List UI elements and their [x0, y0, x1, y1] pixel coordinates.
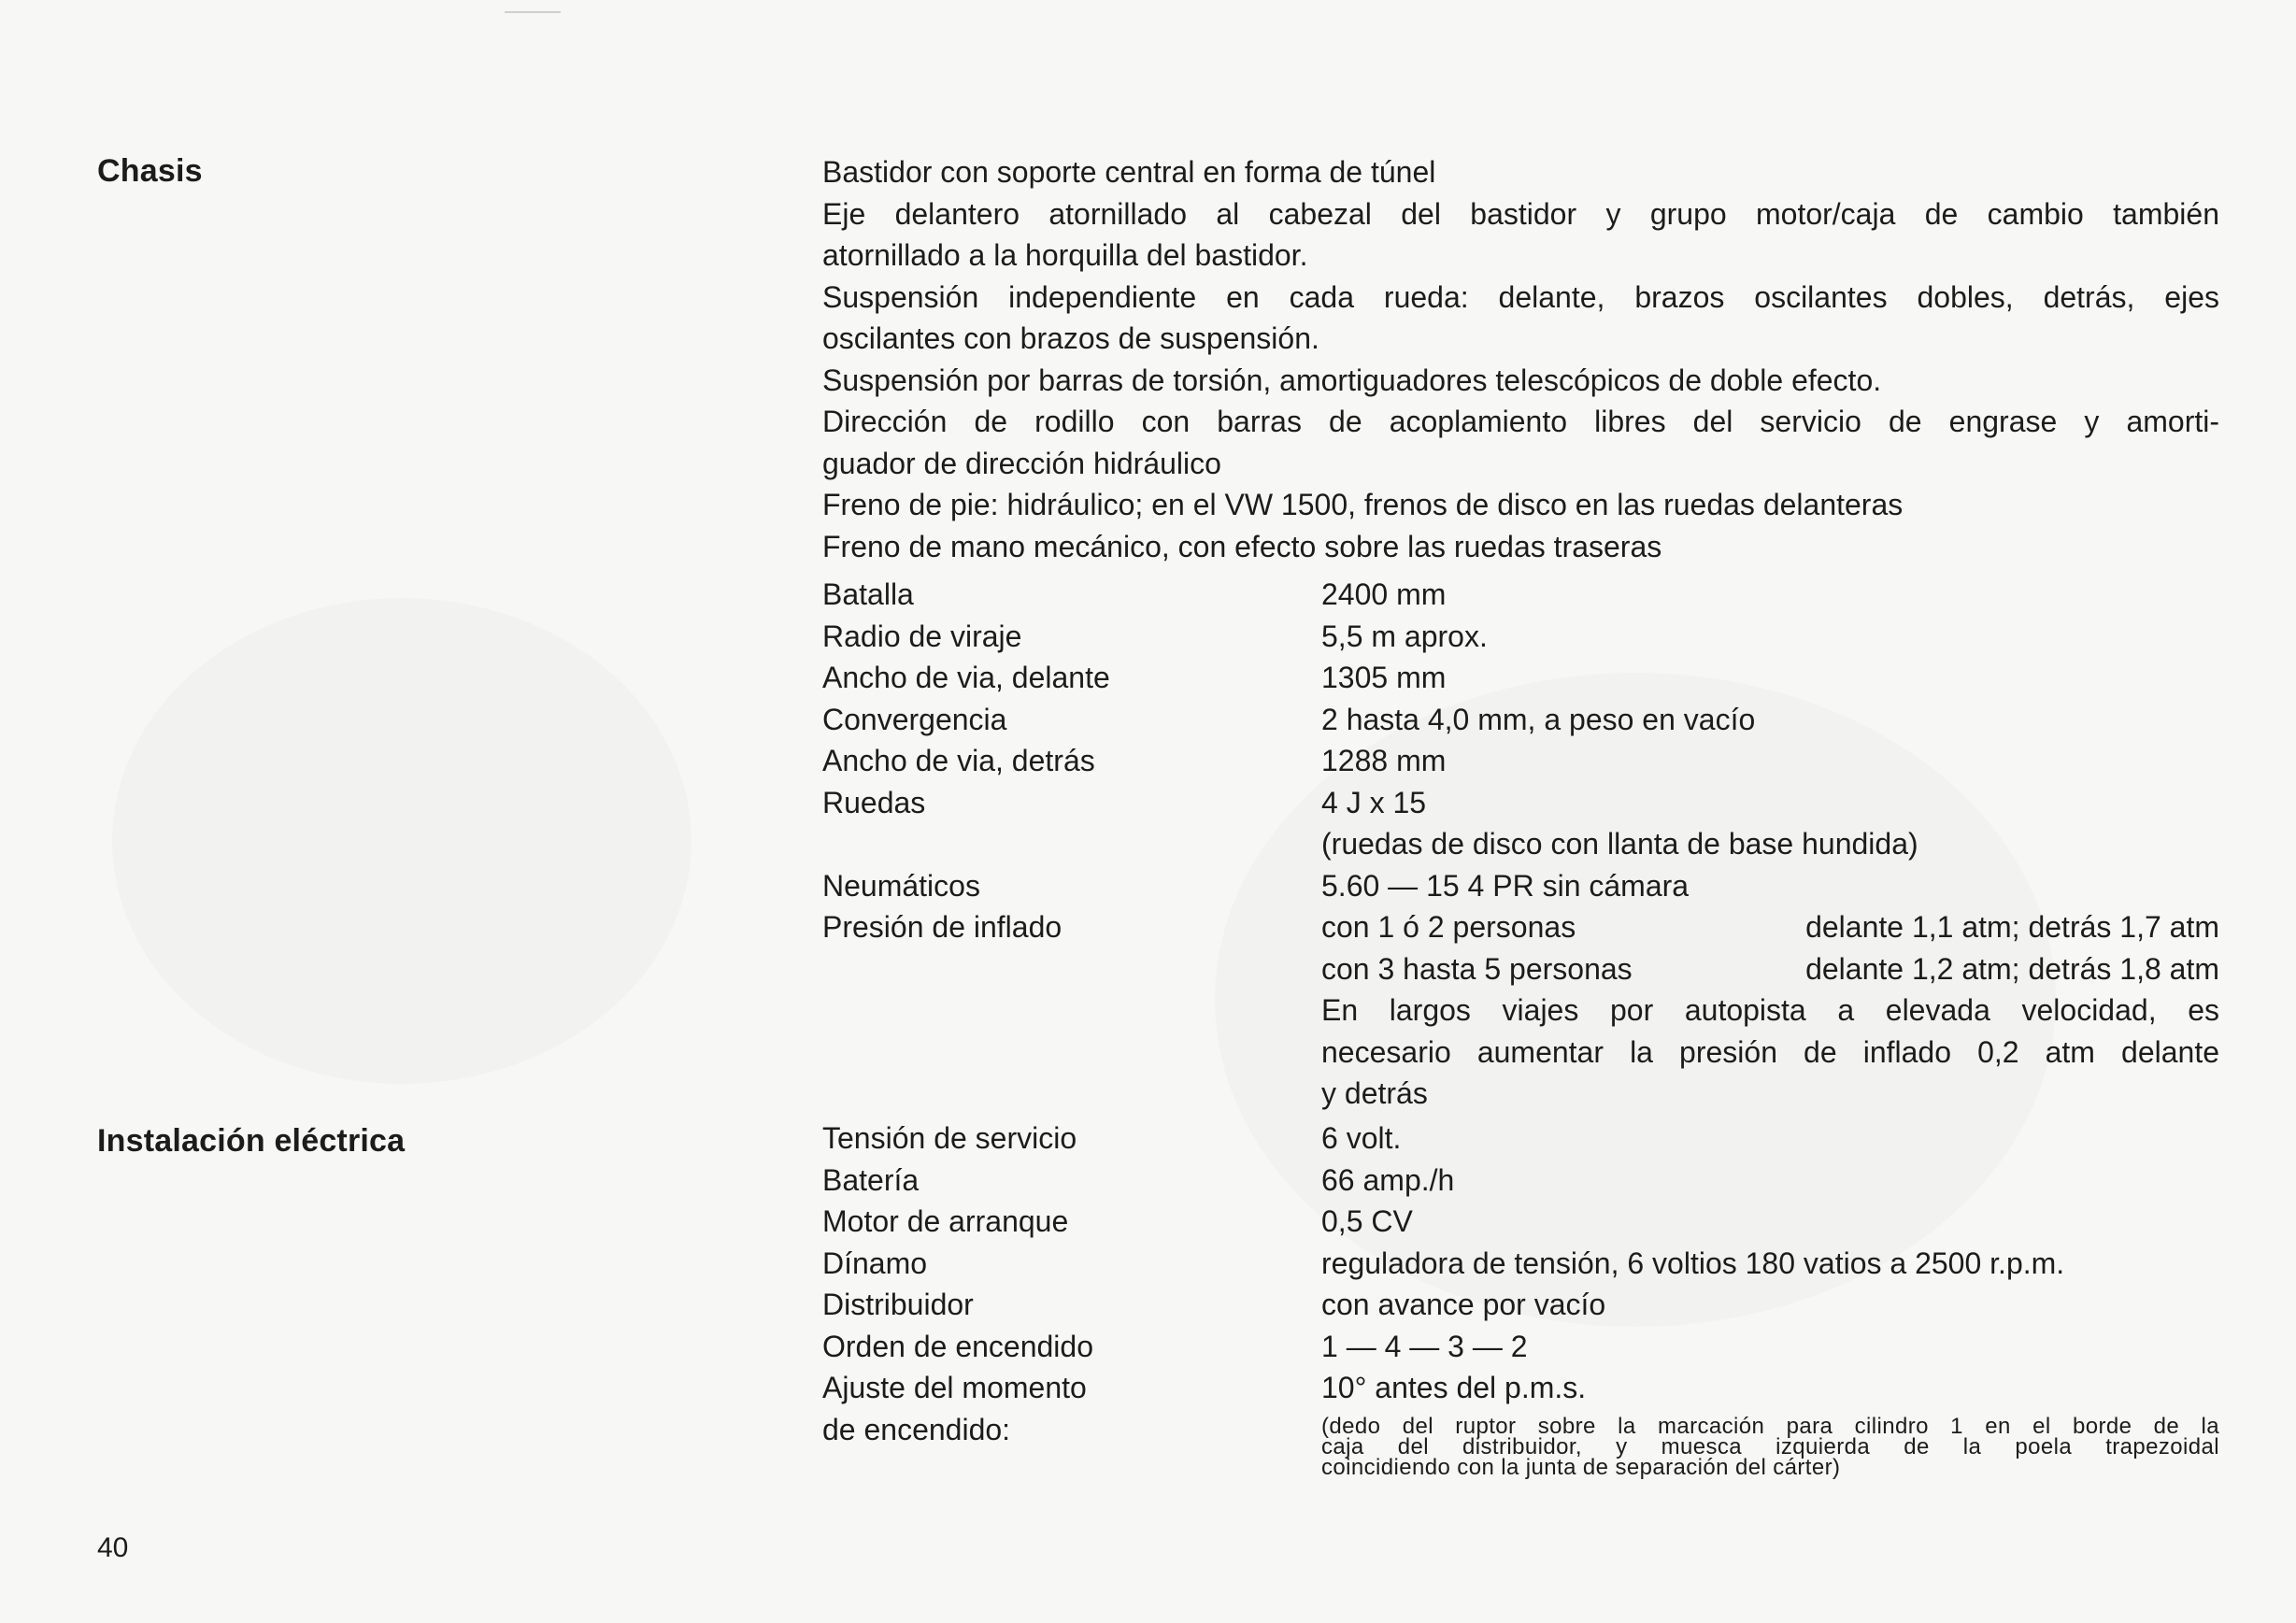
pressure-note-line: En largos viajes por autopista a elevada velocidad, es	[1321, 993, 2219, 1027]
pressure-values: delante 1,2 atm; detrás 1,8 atm	[1805, 951, 2219, 986]
chasis-description	[822, 151, 2219, 567]
spec-row-ruedas	[822, 782, 2219, 865]
spec-label: Radio de viraje	[822, 619, 1022, 653]
section-heading-electrica: Instalación eléctrica	[97, 1123, 406, 1159]
spec-label: Batería	[822, 1162, 920, 1197]
spec-row-orden-encendido	[822, 1326, 2219, 1368]
pressure-occupancy: con 3 hasta 5 personas	[1321, 951, 1633, 986]
electrica-spec-table	[822, 1118, 2219, 1478]
text-line: Dirección de rodillo con barras de acoplamiento libres del servicio de engrase y amorti-	[822, 405, 2219, 438]
spec-value: 66 amp./h	[1321, 1162, 1455, 1197]
spec-value-line: 10° antes del p.m.s.	[1321, 1371, 1587, 1404]
spec-row-batalla	[822, 574, 2219, 616]
note-line: caja del distribuidor, y muesca izquierda de la poela trapezoidal	[1321, 1433, 2219, 1459]
spec-label: Motor de arranque	[822, 1204, 1069, 1238]
spec-label: Convergencia	[822, 702, 1007, 736]
ajuste-note	[1321, 1413, 2219, 1480]
spec-label-line: de encendido:	[822, 1412, 1011, 1446]
pressure-note-line: necesario aumentar la presión de inflado 0,2 atm delante	[1321, 1034, 2219, 1069]
pressure-values: delante 1,1 atm; detrás 1,7 atm	[1805, 910, 2219, 944]
text-line: Eje delantero atornillado al cabezal del bastidor y grupo motor/caja de cambio también	[822, 196, 2219, 231]
text-line: oscilantes con brazos de suspensión.	[822, 321, 1319, 355]
pressure-occupancy: con 1 ó 2 personas	[1321, 910, 1576, 944]
text-line: Freno de pie: hidráulico; en el VW 1500, frenos de disco en las ruedas delanteras	[822, 488, 1904, 521]
spec-value: 2 hasta 4,0 mm, a peso en vacío	[1321, 702, 1756, 736]
spec-value: 1305 mm	[1321, 661, 1447, 694]
spec-value: 5,5 m aprox.	[1321, 619, 1488, 653]
spec-label-line: Ajuste del momento	[822, 1371, 1087, 1404]
spec-label: Orden de encendido	[822, 1329, 1093, 1363]
chasis-spec-table	[822, 574, 2219, 1115]
spec-row-neumaticos	[822, 865, 2219, 907]
spec-value: 5.60 — 15 4 PR sin cámara	[1321, 868, 1690, 903]
spec-row-tension	[822, 1118, 2219, 1160]
text-line: guador de dirección hidráulico	[822, 446, 1221, 480]
top-edge-mark	[505, 11, 561, 13]
spec-value: 6 volt.	[1321, 1121, 1402, 1155]
spec-row-radio-viraje	[822, 616, 2219, 658]
page-number: 40	[97, 1532, 129, 1563]
spec-value: 1 — 4 — 3 — 2	[1321, 1329, 1528, 1363]
spec-label: Neumáticos	[822, 868, 980, 903]
spec-row-presion	[822, 906, 2219, 1115]
spec-row-motor-arranque	[822, 1201, 2219, 1243]
text-line: Bastidor con soporte central en forma de túnel	[822, 155, 1436, 189]
note-line: coincidiendo con la junta de separación del cárter)	[1321, 1454, 1841, 1480]
spec-label: Ruedas	[822, 785, 926, 819]
spec-value: 1288 mm	[1321, 744, 1447, 777]
spec-value: reguladora de tensión, 6 voltios 180 vatios a 2500 r.p.m.	[1321, 1246, 2065, 1280]
spec-label: Presión de inflado	[822, 910, 1062, 944]
spec-row-ancho-detras	[822, 740, 2219, 782]
pressure-row	[1321, 948, 2219, 990]
text-line: Suspensión por barras de torsión, amortiguadores telescópicos de doble efecto.	[822, 363, 1882, 397]
spec-label: Distribuidor	[822, 1288, 974, 1321]
spec-value	[1321, 782, 2219, 865]
spec-value-line: (ruedas de disco con llanta de base hundida)	[1321, 827, 1918, 861]
spec-label: Tensión de servicio	[822, 1121, 1077, 1155]
text-line: Freno de mano mecánico, con efecto sobre las ruedas traseras	[822, 529, 1662, 563]
spec-label	[822, 1367, 1321, 1478]
show-through-shadow	[112, 598, 692, 1084]
spec-row-dinamo	[822, 1243, 2219, 1285]
note-line: (dedo del ruptor sobre la marcación para cilindro 1 en el borde de la	[1321, 1413, 2219, 1439]
section-heading-chasis: Chasis	[97, 153, 203, 189]
pressure-row	[1321, 906, 2219, 948]
spec-row-bateria	[822, 1160, 2219, 1202]
spec-value: 2400 mm	[1321, 577, 1447, 611]
text-line: atornillado a la horquilla del bastidor.	[822, 238, 1308, 272]
spec-row-ajuste-encendido	[822, 1367, 2219, 1478]
spec-label: Batalla	[822, 577, 914, 611]
text-line: Suspensión independiente en cada rueda: delante, brazos oscilantes dobles, detrás, ejes	[822, 279, 2219, 314]
spec-value: 0,5 CV	[1321, 1204, 1413, 1238]
spec-label: Ancho de via, delante	[822, 661, 1110, 694]
spec-value: con avance por vacío	[1321, 1288, 1606, 1321]
spec-value	[1321, 906, 2219, 1115]
spec-value	[1321, 1367, 2219, 1478]
spec-label: Dínamo	[822, 1246, 928, 1280]
pressure-note-line: y detrás	[1321, 1076, 1428, 1110]
spec-row-distribuidor	[822, 1284, 2219, 1326]
spec-row-ancho-delante	[822, 657, 2219, 699]
spec-row-convergencia	[822, 699, 2219, 741]
spec-value-line: 4 J x 15	[1321, 785, 1427, 819]
spec-label: Ancho de via, detrás	[822, 744, 1095, 777]
